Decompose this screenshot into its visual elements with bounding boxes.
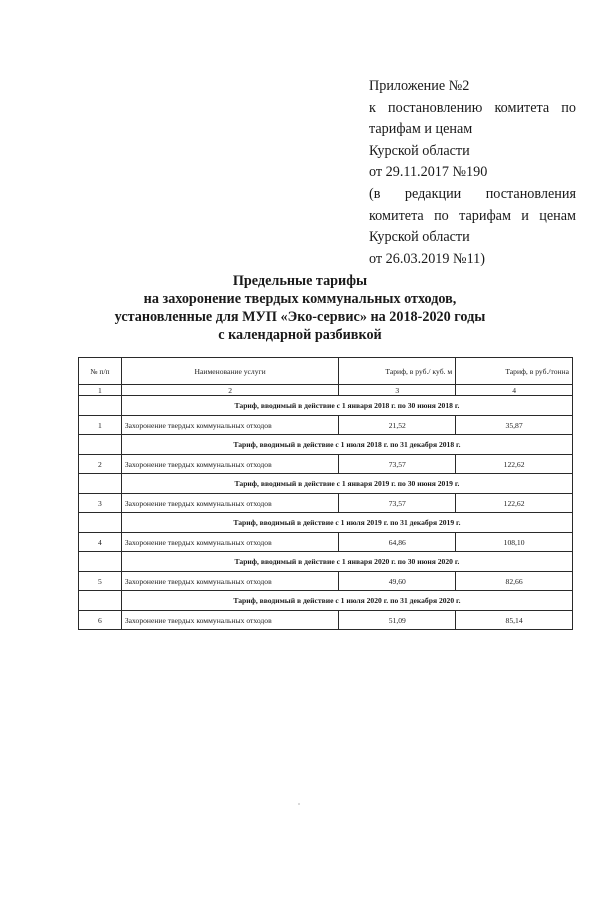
row-number: 2 (79, 455, 122, 474)
service-name: Захоронение твердых коммунальных отходов (121, 494, 339, 513)
period-label: Тариф, вводимый в действие с 1 января 2019 г. по 30 июня 2019 г. (121, 474, 572, 494)
period-row (79, 396, 573, 416)
period-spacer (79, 513, 122, 533)
period-spacer (79, 591, 122, 611)
title-line: на захоронение твердых коммунальных отходов, (143, 291, 457, 307)
tariff-m3-value: 64,86 (339, 533, 456, 552)
appendix-line: комитета по тарифам и ценам (369, 207, 576, 224)
appendix-block (369, 76, 576, 270)
title-line: установленные для МУП «Эко-сервис» на 2018-2020 годы (114, 309, 486, 325)
header-num: № п/п (79, 358, 122, 385)
row-number: 6 (79, 611, 122, 630)
appendix-line: к постановлению комитета по (369, 99, 576, 116)
period-spacer (79, 552, 122, 572)
period-spacer (79, 435, 122, 455)
column-number-row (79, 385, 573, 396)
appendix-line: Приложение №2 (369, 78, 470, 94)
column-number: 3 (339, 385, 456, 396)
appendix-line: Курской области (369, 142, 470, 159)
service-name: Захоронение твердых коммунальных отходов (121, 455, 339, 474)
tariff-m3-value: 21,52 (339, 416, 456, 435)
period-label: Тариф, вводимый в действие с 1 июля 2018 г. по 31 декабря 2018 г. (121, 435, 572, 455)
tariff-t-value: 85,14 (456, 611, 573, 630)
row-number: 1 (79, 416, 122, 435)
table-row (79, 455, 573, 474)
tariff-m3-value: 73,57 (339, 494, 456, 513)
period-label: Тариф, вводимый в действие с 1 июля 2019 г. по 31 декабря 2019 г. (121, 513, 572, 533)
document-title (60, 272, 540, 344)
header-tariff-t: Тариф, в руб./тонна (456, 358, 573, 385)
appendix-line: (в редакции постановления (369, 185, 576, 202)
tariff-t-value: 122,62 (456, 494, 573, 513)
column-number: 4 (456, 385, 573, 396)
title-line: с календарной разбивкой (218, 327, 382, 343)
row-number: 3 (79, 494, 122, 513)
row-number: 4 (79, 533, 122, 552)
period-spacer (79, 396, 122, 416)
period-label: Тариф, вводимый в действие с 1 июля 2020 г. по 31 декабря 2020 г. (121, 591, 572, 611)
service-name: Захоронение твердых коммунальных отходов (121, 416, 339, 435)
tariff-m3-value: 49,60 (339, 572, 456, 591)
period-label: Тариф, вводимый в действие с 1 января 2018 г. по 30 июня 2018 г. (121, 396, 572, 416)
table-row (79, 533, 573, 552)
service-name: Захоронение твердых коммунальных отходов (121, 572, 339, 591)
header-service-name: Наименование услуги (121, 358, 339, 385)
tariff-t-value: 82,66 (456, 572, 573, 591)
period-row (79, 552, 573, 572)
tariff-table (78, 357, 573, 630)
period-row (79, 435, 573, 455)
header-tariff-m3: Тариф, в руб./ куб. м (339, 358, 456, 385)
table-row (79, 611, 573, 630)
service-name: Захоронение твердых коммунальных отходов (121, 533, 339, 552)
appendix-line: Курской области (369, 229, 470, 246)
tariff-t-value: 108,10 (456, 533, 573, 552)
period-spacer (79, 474, 122, 494)
tariff-m3-value: 73,57 (339, 455, 456, 474)
period-row (79, 513, 573, 533)
table-header-row (79, 358, 573, 385)
period-label: Тариф, вводимый в действие с 1 января 2020 г. по 30 июня 2020 г. (121, 552, 572, 572)
tariff-m3-value: 51,09 (339, 611, 456, 630)
column-number: 1 (79, 385, 122, 396)
title-line: Предельные тарифы (232, 273, 368, 289)
service-name: Захоронение твердых коммунальных отходов (121, 611, 339, 630)
column-number: 2 (121, 385, 339, 396)
period-row (79, 474, 573, 494)
table-row (79, 572, 573, 591)
tariff-t-value: 122,62 (456, 455, 573, 474)
tariff-t-value: 35,87 (456, 416, 573, 435)
row-number: 5 (79, 572, 122, 591)
table-row (79, 494, 573, 513)
table-row (79, 416, 573, 435)
scan-speck (298, 803, 300, 805)
appendix-line: тарифам и ценам (369, 121, 473, 138)
appendix-line: от 26.03.2019 №11) (369, 250, 485, 267)
period-row (79, 591, 573, 611)
appendix-line: от 29.11.2017 №190 (369, 164, 488, 181)
